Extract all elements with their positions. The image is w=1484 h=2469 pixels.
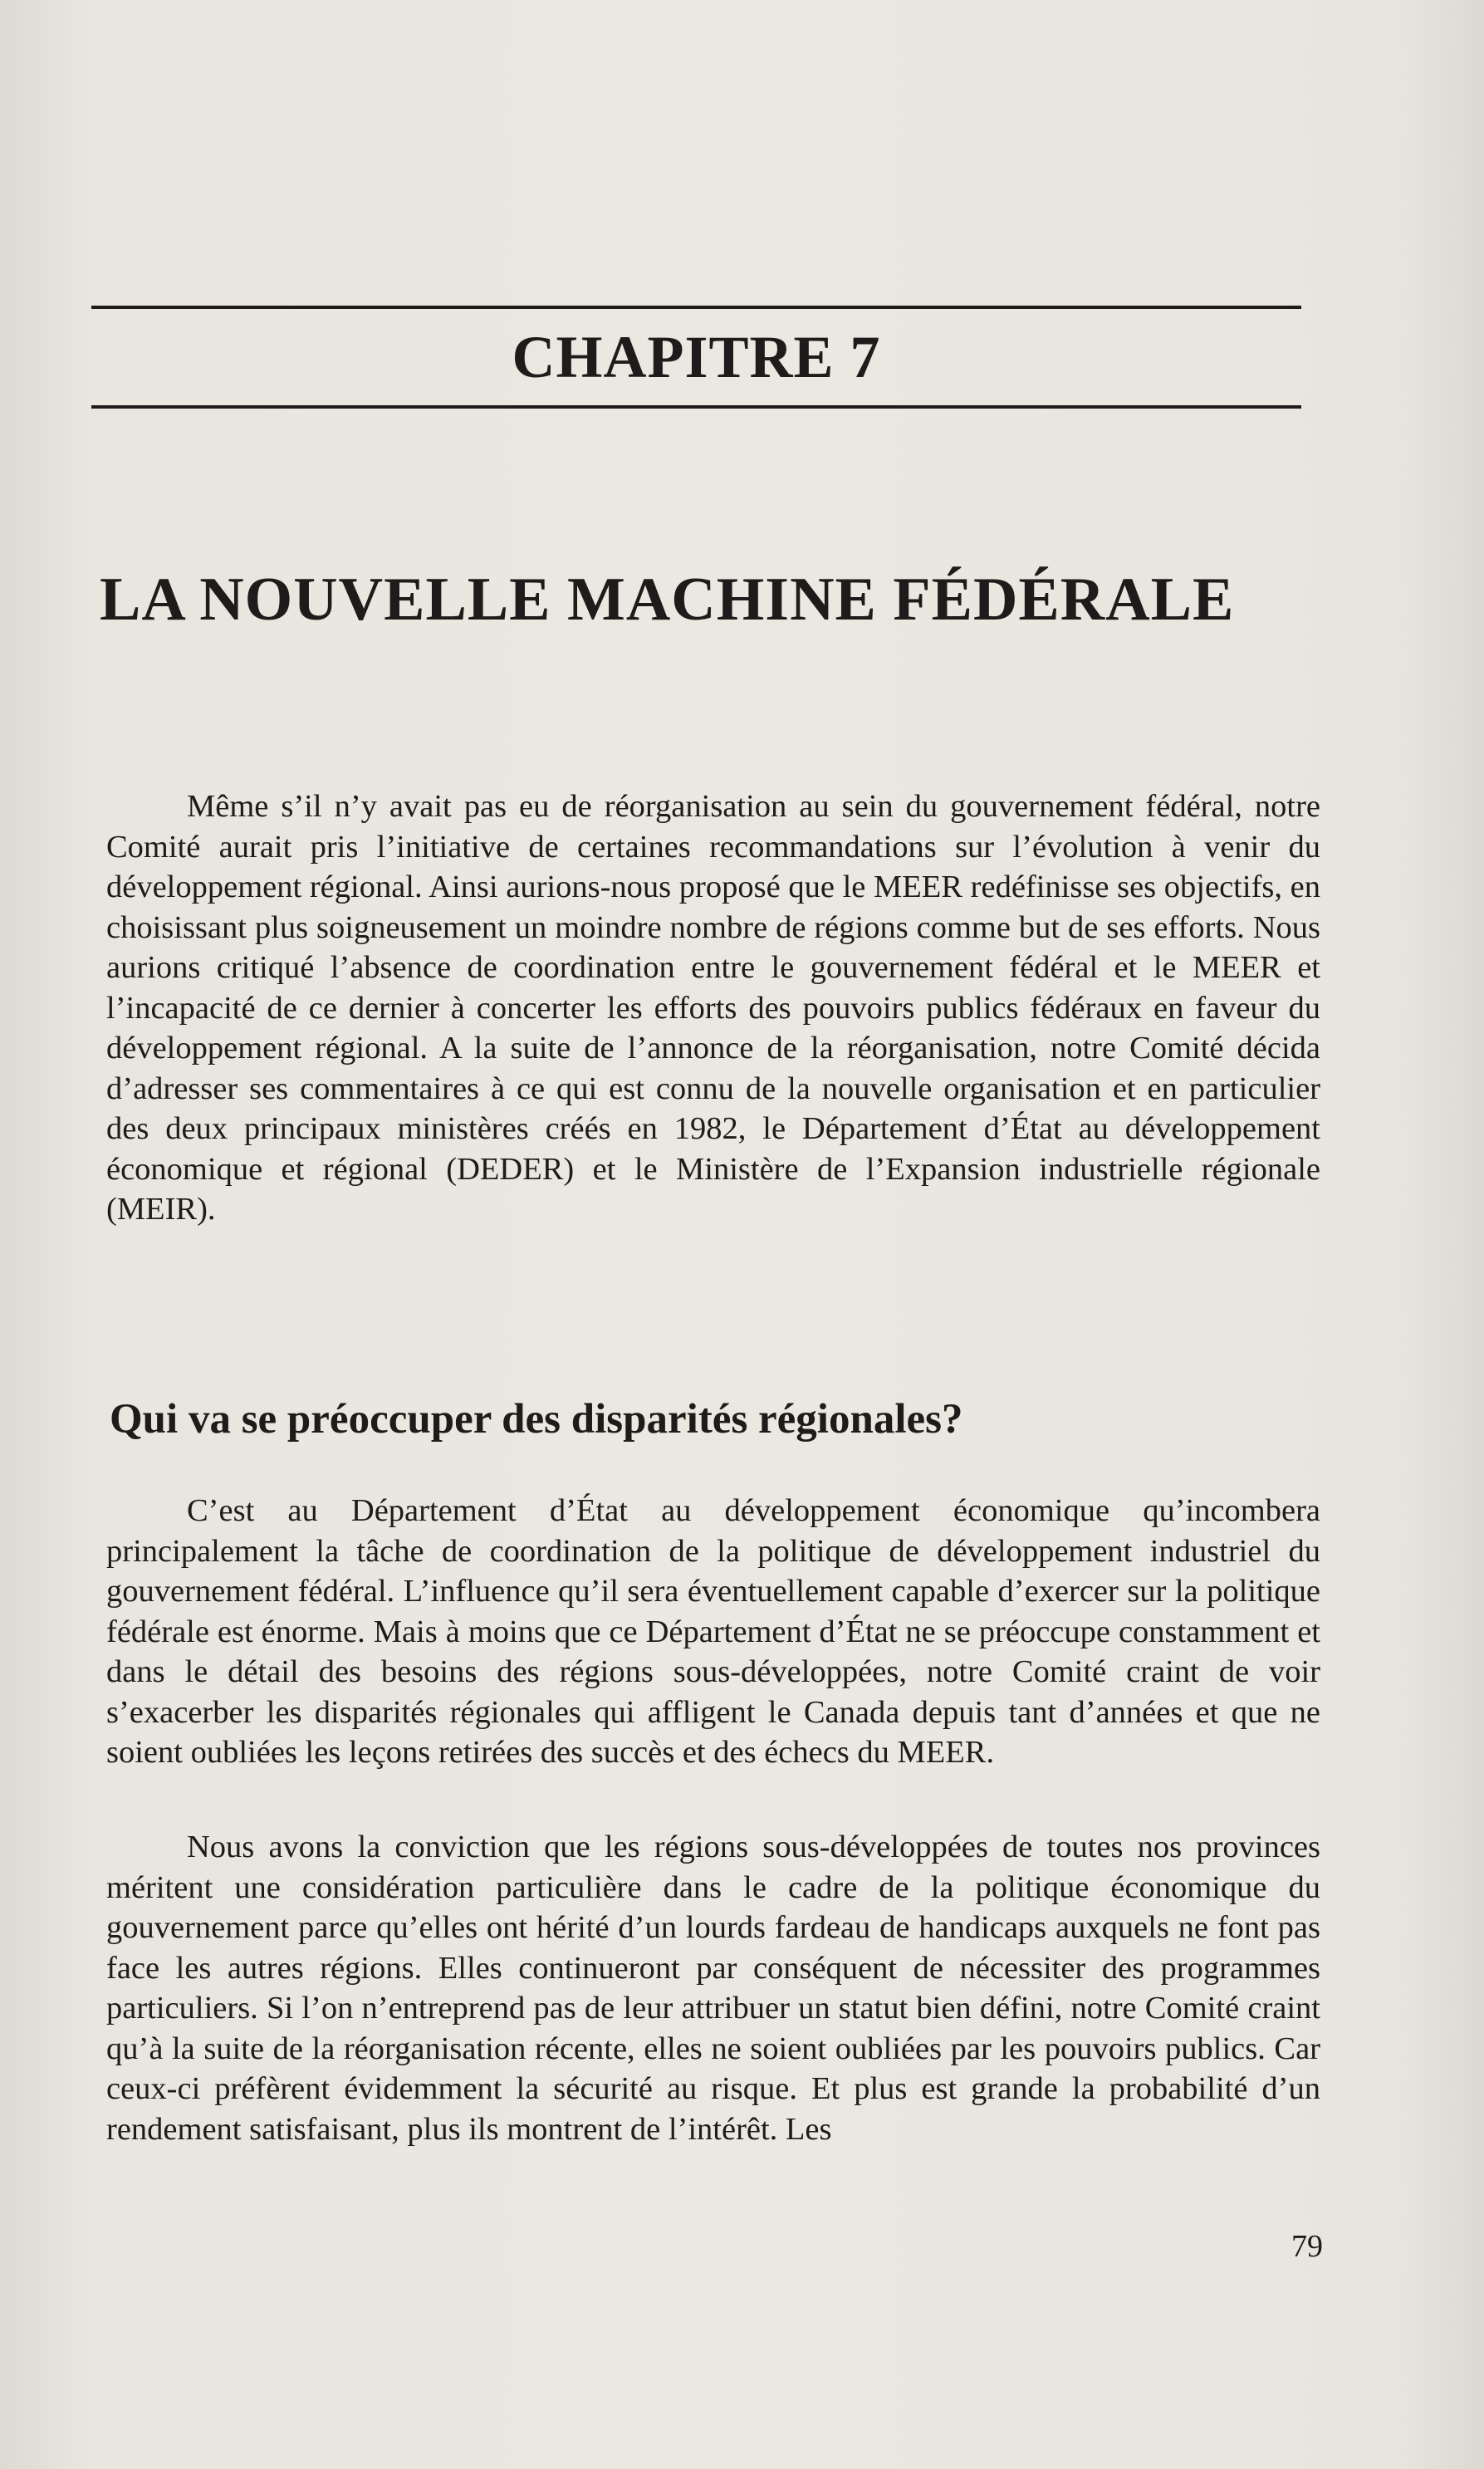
section-paragraph-2: Nous avons la conviction que les régions sous-développées de toutes nos provinces méritent une considération particulière dans le cadre de la politique économique du gouvernement parce qu’elles ont hérité d’un lourds fardeau de handicaps auxquels ne font pas face les autres régions. Elles continueront par conséquent de nécessiter des programmes particuliers. Si l’on n’entreprend pas de leur attribuer un statut bien défini, notre Comité craint qu’à la suite de la réorganisation récente, elles ne soient oubliées par les pouvoirs publics. Car ceux-ci préfèrent évidemment la sécurité au risque. Et plus est grande la probabilité d’un rendement satisfaisant, plus ils montrent de l’intérêt. Les (106, 1830, 1320, 2147)
section-heading: Qui va se préoccuper des disparités régionales? (110, 1396, 963, 1443)
page-title: LA NOUVELLE MACHINE FÉDÉRALE (100, 566, 1235, 634)
chapter-rule-top (91, 306, 1301, 309)
page-number: 79 (1291, 2229, 1323, 2264)
chapter-rule-bottom (91, 405, 1301, 409)
intro-paragraph: Même s’il n’y avait pas eu de réorganisation au sein du gouvernement fédéral, notre Comité aurait pris l’initiative de certaines recommandations sur l’évolution à venir du développement régional. Ainsi aurions-nous proposé que le MEER redéfinisse ses objectifs, en choisissant plus soigneusement un moindre nombre de régions comme but de ses efforts. Nous aurions critiqué l’absence de coordination entre le gouvernement fédéral et le MEER et l’incapacité de ce dernier à concerter les efforts des pouvoirs publics fédéraux en faveur du développement régional. A la suite de l’annonce de la réorganisation, notre Comité décida d’adresser ses commentaires à ce qui est connu de la nouvelle organisation et en particulier des deux principaux ministères créés en 1982, le Département d’État au développement économique et régional (DEDER) et le Ministère de l’Expansion industrielle régionale (MEIR). (106, 789, 1320, 1227)
chapter-label: CHAPITRE 7 (512, 324, 881, 390)
section-paragraph-1: C’est au Département d’État au développement économique qu’incombera principalement la tâche de coordination de la politique de développement industriel du gouvernement fédéral. L’influence qu’il sera éventuellement capable d’exercer sur la politique fédérale est énorme. Mais à moins que ce Département d’État ne se préoccupe constamment et dans le détail des besoins des régions sous-développées, notre Comité craint de voir s’exacerber les disparités régionales qui affligent le Canada depuis tant d’années et que ne soient oubliées les leçons retirées des succès et des échecs du MEER. (106, 1493, 1320, 1770)
